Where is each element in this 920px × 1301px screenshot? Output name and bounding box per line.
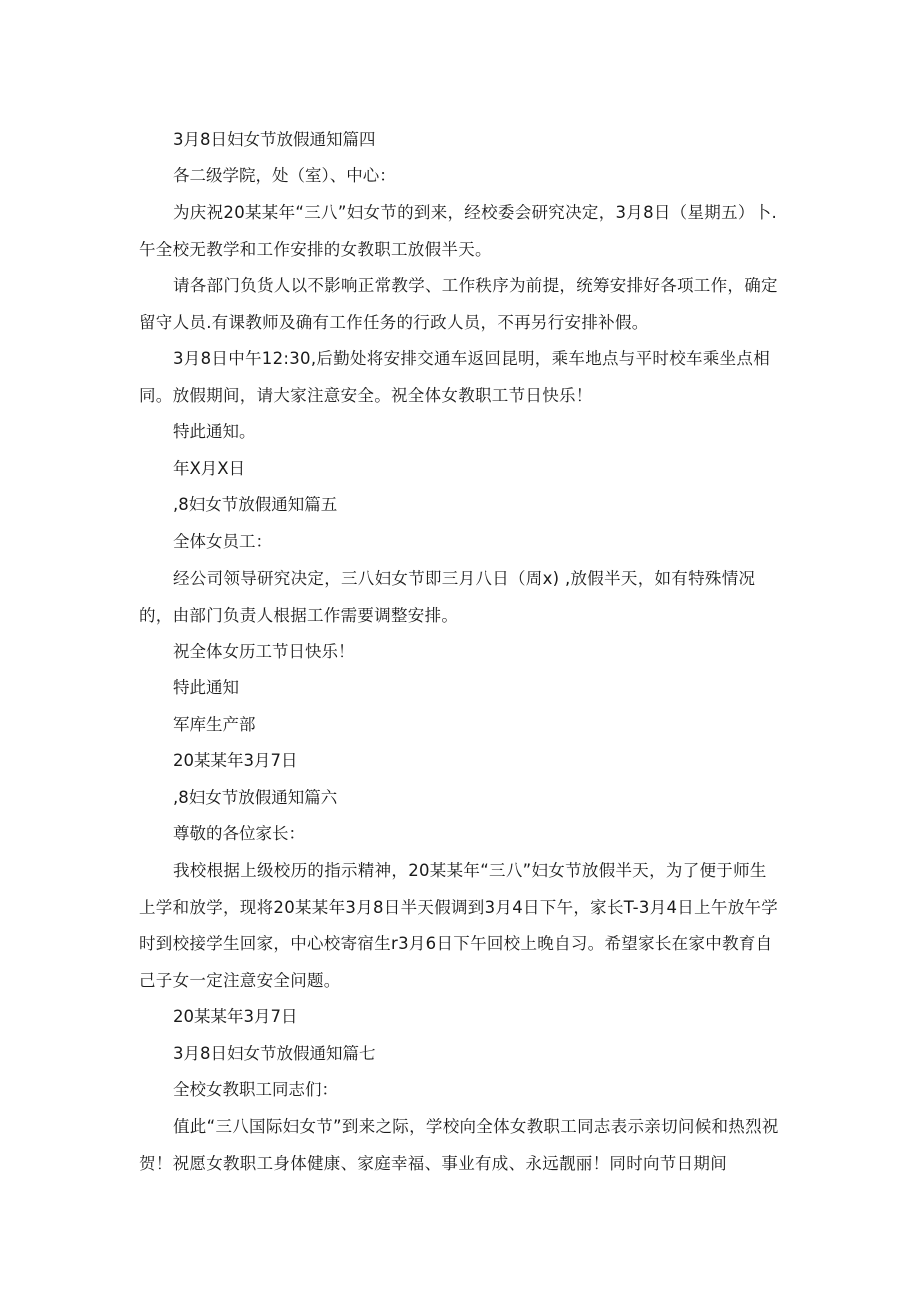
salutation: 全体女员工： <box>173 532 272 551</box>
paragraph: 为庆祝20某某年“三八”妇女节的到来，经校委会研究决定，3月8日（星期五）卜.午全校无教学和工作安排的女教职工放假半天。 <box>139 203 778 259</box>
section-title: ,8妇女节放假通知篇六 <box>173 788 338 807</box>
salutation: 各二级学院，处（室）、中心： <box>173 166 396 185</box>
date-line: 年X月X日 <box>173 459 246 478</box>
paragraph: 经公司领导研究决定，三八妇女节即三月八日（周x) ,放假半天，如有特殊情况的，由部门负责人根据工作需要调整安排。 <box>139 569 756 625</box>
salutation: 全校女教职工同志们： <box>173 1080 338 1099</box>
paragraph: 值此“三八国际妇女节”到来之际，学校向全体女教职工同志表示亲切问候和热烈祝贺！祝愿女教职工身体健康、家庭幸福、事业有成、永远靓丽！同时向节日期间 <box>139 1117 779 1173</box>
paragraph: 3月8日中午12:30,后勤处将安排交通车返回昆明，乘车地点与平时校车乘坐点相同。放假期间，请大家注意安全。祝全体女教职工节日快乐！ <box>139 349 770 405</box>
section-title: 3月8日妇女节放假通知篇七 <box>173 1044 376 1063</box>
date-line: 20某某年3月7日 <box>173 1007 298 1026</box>
paragraph: 我校根据上级校历的指示精神，20某某年“三八”妇女节放假半天，为了便于师生上学和放学，现将20某某年3月8日半天假调到3月4日下午，家长T-3月4日上午放午学时到校接学生回家，中心校寄宿生r3月6日下午回校上晚自习。希望家长在家中教育自己子女一定注意安全问题。 <box>139 861 779 990</box>
closing-line: 特此通知 <box>173 678 239 697</box>
closing-line: 特此通知。 <box>173 422 256 441</box>
section-title: ,8妇女节放假通知篇五 <box>173 495 338 514</box>
closing-line: 祝全体女历工节日快乐！ <box>173 642 355 661</box>
salutation: 尊敬的各位家长： <box>173 824 305 843</box>
section-title: 3月8日妇女节放假通知篇四 <box>173 130 376 149</box>
date-line: 20某某年3月7日 <box>173 751 298 770</box>
paragraph: 请各部门负货人以不影响正常教学、工作秩序为前提，统筹安排好各项工作，确定留守人员.有课教师及确有工作任务的行政人员，不再另行安排补假。 <box>139 276 778 332</box>
signature-line: 军库生产部 <box>173 715 256 734</box>
